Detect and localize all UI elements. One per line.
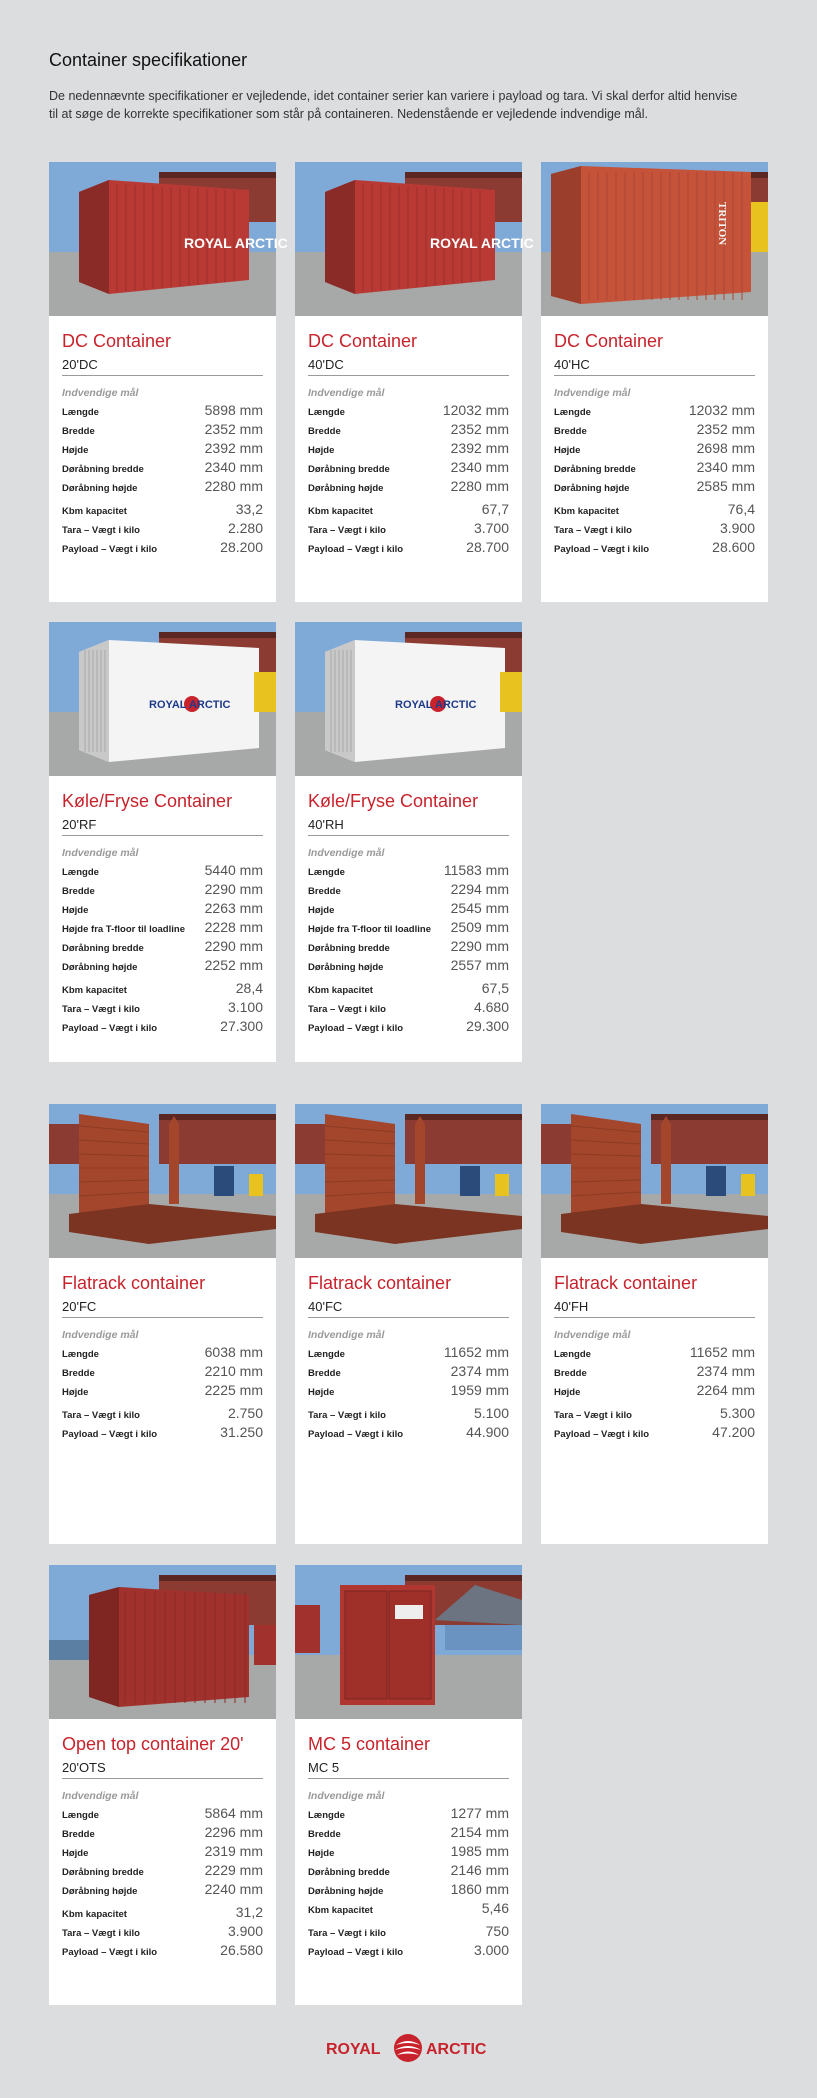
spec-row: [308, 957, 509, 976]
red-dry-container-photo: [49, 162, 288, 316]
section-label: Indvendige mål: [554, 387, 631, 399]
spec-label: Kbm kapacitet: [308, 985, 373, 996]
spec-label: Højde fra T-floor til loadline: [62, 924, 185, 935]
spec-value: 2294 mm: [450, 881, 509, 897]
spec-row: [62, 459, 263, 478]
spec-value: 2263 mm: [204, 900, 263, 916]
spec-value: 2374 mm: [450, 1363, 509, 1379]
spec-value: 1959 mm: [450, 1382, 509, 1398]
section-label: Indvendige mål: [308, 387, 385, 399]
spec-label: Payload – Vægt i kilo: [62, 1947, 158, 1958]
spec-value: 3.700: [473, 520, 509, 536]
spec-value: 2698 mm: [696, 440, 755, 456]
spec-label: Døråbning højde: [554, 483, 630, 494]
container-code: 40'RH: [308, 817, 509, 836]
container-card: [295, 162, 534, 602]
container-code: 40'DC: [308, 357, 509, 376]
spec-value: 2545 mm: [450, 900, 509, 916]
flatrack-container-photo: [541, 1104, 768, 1258]
intro-text: De nedennævnte specifikationer er vejledende, idet container serier kan variere i payload og tara. Vi skal derfor altid henvise til at søge de korrekte specifikationer som står på containeren. Nedenstående er vejledende indvendige mål.: [49, 89, 738, 121]
open-top-container-photo: [49, 1565, 276, 1719]
spec-label: Tara – Vægt i kilo: [308, 1928, 386, 1939]
spec-value: 47.200: [712, 1424, 755, 1440]
spec-label: Døråbning bredde: [308, 464, 390, 475]
spec-label: Længde: [308, 1349, 345, 1360]
spec-value: 2352 mm: [450, 421, 509, 437]
spec-label: Længde: [308, 1810, 345, 1821]
spec-label: Højde: [308, 905, 335, 916]
red-dry-container-photo: [295, 162, 534, 316]
spec-value: 2352 mm: [696, 421, 755, 437]
spec-row: [554, 459, 755, 478]
spec-value: 3.900: [227, 1923, 263, 1939]
spec-value: 28.200: [220, 539, 263, 555]
svg-text:ROYAL ARCTIC: ROYAL ARCTIC: [184, 235, 288, 251]
card-body: [49, 316, 276, 558]
spec-label: Payload – Vægt i kilo: [308, 1947, 404, 1958]
container-card: [541, 1104, 768, 1544]
spec-value: 2352 mm: [204, 421, 263, 437]
spec-row: [62, 999, 263, 1018]
container-code: 20'FC: [62, 1299, 263, 1318]
card-body: [541, 1258, 768, 1443]
spec-label: Højde fra T-floor til loadline: [308, 924, 431, 935]
spec-row: [554, 1424, 755, 1443]
svg-text:ROYAL ARCTIC: ROYAL ARCTIC: [395, 699, 477, 711]
spec-row: [308, 520, 509, 539]
spec-value: 1985 mm: [450, 1843, 509, 1859]
spec-label: Tara – Vægt i kilo: [308, 1004, 386, 1015]
container-name: MC 5 container: [308, 1734, 431, 1754]
spec-row: [554, 402, 755, 421]
container-card: [295, 622, 522, 1062]
spec-label: Bredde: [554, 426, 587, 437]
spec-row: [62, 539, 263, 558]
spec-row: [62, 862, 263, 881]
container-code: 40'FC: [308, 1299, 509, 1318]
spec-row: [554, 1382, 755, 1401]
section-label: Indvendige mål: [62, 1790, 139, 1802]
container-name: Køle/Fryse Container: [62, 791, 233, 811]
spec-value: 44.900: [466, 1424, 509, 1440]
spec-row: [62, 881, 263, 900]
spec-value: 29.300: [466, 1018, 509, 1034]
orange-high-cube-container-photo: [541, 162, 768, 316]
spec-row: [308, 1405, 509, 1424]
spec-value: 5864 mm: [204, 1805, 263, 1821]
spec-row: [308, 862, 509, 881]
spec-row: [308, 501, 509, 520]
spec-value: 2210 mm: [204, 1363, 263, 1379]
spec-label: Længde: [554, 1349, 591, 1360]
spec-row: [554, 440, 755, 459]
spec-label: Tara – Vægt i kilo: [554, 1410, 632, 1421]
spec-value: 2240 mm: [204, 1881, 263, 1897]
container-name: DC Container: [308, 331, 418, 351]
spec-value: 2340 mm: [696, 459, 755, 475]
spec-row: [308, 980, 509, 999]
spec-row: [554, 478, 755, 497]
spec-label: Døråbning bredde: [308, 943, 390, 954]
spec-label: Payload – Vægt i kilo: [554, 1429, 650, 1440]
mc5-container-photo: [295, 1565, 522, 1719]
spec-row: [62, 440, 263, 459]
spec-label: Længde: [62, 407, 99, 418]
spec-label: Døråbning højde: [308, 1886, 384, 1897]
spec-row: [62, 938, 263, 957]
spec-row: [308, 1942, 509, 1961]
spec-value: 2392 mm: [204, 440, 263, 456]
spec-value: 2557 mm: [450, 957, 509, 973]
card-body: [295, 316, 522, 558]
svg-text:TRITON: TRITON: [716, 202, 728, 246]
spec-value: 2225 mm: [204, 1382, 263, 1398]
spec-label: Tara – Vægt i kilo: [308, 1410, 386, 1421]
spec-row: [308, 1923, 509, 1942]
spec-value: 2228 mm: [204, 919, 263, 935]
spec-label: Højde: [62, 1387, 89, 1398]
spec-value: 2.750: [227, 1405, 263, 1421]
spec-row: [62, 1862, 263, 1881]
container-card: [49, 162, 288, 602]
spec-value: 2296 mm: [204, 1824, 263, 1840]
spec-value: 2.280: [227, 520, 263, 536]
spec-label: Tara – Vægt i kilo: [62, 1004, 140, 1015]
spec-label: Kbm kapacitet: [62, 1909, 127, 1920]
spec-value: 67,7: [481, 501, 509, 517]
flatrack-container-photo: [49, 1104, 276, 1258]
spec-label: Længde: [62, 1810, 99, 1821]
container-name: Flatrack container: [62, 1273, 206, 1293]
spec-label: Døråbning bredde: [554, 464, 636, 475]
card-body: [49, 1258, 276, 1443]
spec-label: Tara – Vægt i kilo: [308, 525, 386, 536]
svg-text:ROYAL ARCTIC: ROYAL ARCTIC: [430, 235, 534, 251]
spec-value: 31.250: [220, 1424, 263, 1440]
spec-row: [308, 1843, 509, 1862]
spec-value: 5.100: [473, 1405, 509, 1421]
spec-row: [554, 1344, 755, 1363]
section-label: Indvendige mål: [554, 1329, 631, 1341]
spec-row: [62, 1344, 263, 1363]
spec-label: Døråbning højde: [308, 962, 384, 973]
container-card: [295, 1104, 522, 1544]
spec-value: 2264 mm: [696, 1382, 755, 1398]
spec-label: Døråbning bredde: [62, 1867, 144, 1878]
spec-row: [308, 900, 509, 919]
spec-row: [308, 1862, 509, 1881]
spec-label: Bredde: [62, 1368, 95, 1379]
spec-value: 11583 mm: [443, 862, 509, 878]
spec-value: 4.680: [473, 999, 509, 1015]
spec-label: Bredde: [308, 1368, 341, 1379]
spec-row: [308, 1344, 509, 1363]
container-card: [541, 162, 768, 602]
spec-value: 33,2: [235, 501, 263, 517]
spec-label: Højde: [554, 445, 581, 456]
spec-row: [308, 938, 509, 957]
spec-row: [62, 957, 263, 976]
svg-text:ROYAL ARCTIC: ROYAL ARCTIC: [149, 699, 231, 711]
spec-value: 3.100: [227, 999, 263, 1015]
container-card: [49, 622, 276, 1062]
spec-label: Tara – Vægt i kilo: [554, 525, 632, 536]
container-code: 40'HC: [554, 357, 755, 376]
section-label: Indvendige mål: [308, 1329, 385, 1341]
spec-value: 2509 mm: [450, 919, 509, 935]
section-label: Indvendige mål: [62, 1329, 139, 1341]
spec-value: 5440 mm: [204, 862, 263, 878]
spec-value: 26.580: [220, 1942, 263, 1958]
spec-value: 2252 mm: [204, 957, 263, 973]
spec-label: Døråbning højde: [308, 483, 384, 494]
container-name: Flatrack container: [554, 1273, 698, 1293]
spec-label: Tara – Vægt i kilo: [62, 1410, 140, 1421]
spec-row: [554, 1405, 755, 1424]
spec-label: Kbm kapacitet: [308, 506, 373, 517]
spec-value: 76,4: [727, 501, 755, 517]
spec-value: 28,4: [235, 980, 263, 996]
spec-row: [62, 1904, 263, 1923]
spec-value: 31,2: [235, 1904, 263, 1920]
spec-value: 11652 mm: [689, 1344, 755, 1360]
spec-row: [62, 1923, 263, 1942]
spec-label: Længde: [62, 867, 99, 878]
spec-value: 750: [485, 1923, 509, 1939]
royal-arctic-logo: [326, 2032, 491, 2064]
spec-row: [62, 1824, 263, 1843]
spec-label: Payload – Vægt i kilo: [62, 1023, 158, 1034]
container-code: 40'FH: [554, 1299, 755, 1318]
spec-label: Payload – Vægt i kilo: [308, 544, 404, 555]
spec-row: [308, 1363, 509, 1382]
spec-row: [62, 1018, 263, 1037]
container-name: Køle/Fryse Container: [308, 791, 479, 811]
spec-row: [62, 1382, 263, 1401]
card-body: [49, 776, 276, 1037]
card-body: [541, 316, 768, 558]
logo-emblem-icon: [394, 2034, 422, 2062]
spec-value: 2290 mm: [204, 938, 263, 954]
spec-row: [62, 1805, 263, 1824]
spec-value: 1860 mm: [450, 1881, 509, 1897]
container-name: Flatrack container: [308, 1273, 452, 1293]
spec-value: 2290 mm: [450, 938, 509, 954]
spec-value: 3.000: [473, 1942, 509, 1958]
spec-label: Højde: [62, 1848, 89, 1859]
spec-value: 5.300: [719, 1405, 755, 1421]
container-code: 20'DC: [62, 357, 263, 376]
spec-row: [62, 1881, 263, 1900]
spec-value: 11652 mm: [443, 1344, 509, 1360]
spec-row: [308, 440, 509, 459]
spec-row: [62, 980, 263, 999]
section-label: Indvendige mål: [62, 387, 139, 399]
spec-label: Payload – Vægt i kilo: [62, 1429, 158, 1440]
spec-row: [554, 539, 755, 558]
section-label: Indvendige mål: [308, 847, 385, 859]
spec-label: Højde: [308, 445, 335, 456]
spec-value: 2319 mm: [204, 1843, 263, 1859]
spec-label: Højde: [554, 1387, 581, 1398]
spec-value: 2146 mm: [450, 1862, 509, 1878]
spec-label: Bredde: [308, 426, 341, 437]
card-body: [295, 1258, 522, 1443]
spec-row: [62, 478, 263, 497]
spec-value: 3.900: [719, 520, 755, 536]
spec-value: 27.300: [220, 1018, 263, 1034]
container-name: DC Container: [554, 331, 664, 351]
spec-row: [62, 501, 263, 520]
spec-value: 1277 mm: [450, 1805, 509, 1821]
spec-label: Kbm kapacitet: [62, 985, 127, 996]
spec-label: Døråbning højde: [62, 962, 138, 973]
logo-text-left: ROYAL: [326, 2041, 381, 2058]
spec-label: Tara – Vægt i kilo: [62, 525, 140, 536]
container-card: [295, 1565, 522, 2005]
spec-value: 5898 mm: [204, 402, 263, 418]
container-card: [49, 1104, 276, 1544]
spec-value: 2280 mm: [450, 478, 509, 494]
spec-label: Døråbning bredde: [308, 1867, 390, 1878]
spec-label: Bredde: [554, 1368, 587, 1379]
spec-row: [308, 999, 509, 1018]
container-name: DC Container: [62, 331, 172, 351]
spec-row: [308, 1881, 509, 1900]
spec-row: [308, 421, 509, 440]
spec-row: [308, 1805, 509, 1824]
spec-row: [62, 1424, 263, 1443]
spec-label: Kbm kapacitet: [62, 506, 127, 517]
spec-row: [62, 1843, 263, 1862]
spec-label: Bredde: [308, 1829, 341, 1840]
spec-value: 67,5: [481, 980, 509, 996]
spec-row: [308, 1018, 509, 1037]
spec-label: Højde: [62, 445, 89, 456]
spec-value: 2290 mm: [204, 881, 263, 897]
spec-label: Døråbning bredde: [62, 943, 144, 954]
spec-value: 28.700: [466, 539, 509, 555]
spec-row: [308, 1900, 509, 1919]
spec-row: [308, 539, 509, 558]
container-card: [49, 1565, 276, 2005]
spec-label: Payload – Vægt i kilo: [308, 1023, 404, 1034]
spec-label: Højde: [308, 1387, 335, 1398]
spec-value: 5,46: [481, 1900, 509, 1916]
spec-value: 12032 mm: [442, 402, 509, 418]
spec-label: Døråbning bredde: [62, 464, 144, 475]
spec-row: [554, 520, 755, 539]
spec-row: [308, 1824, 509, 1843]
spec-label: Længde: [554, 407, 591, 418]
spec-row: [62, 1405, 263, 1424]
spec-row: [62, 1363, 263, 1382]
spec-row: [308, 459, 509, 478]
card-body: [295, 776, 522, 1037]
flatrack-container-photo: [295, 1104, 522, 1258]
spec-row: [308, 881, 509, 900]
spec-row: [62, 402, 263, 421]
spec-row: [62, 520, 263, 539]
spec-row: [554, 421, 755, 440]
spec-value: 2374 mm: [696, 1363, 755, 1379]
spec-row: [308, 478, 509, 497]
spec-label: Kbm kapacitet: [554, 506, 619, 517]
logo-text-right: ARCTIC: [426, 2041, 487, 2058]
spec-row: [62, 421, 263, 440]
spec-value: 2585 mm: [696, 478, 755, 494]
container-name: Open top container 20': [62, 1734, 244, 1754]
spec-label: Døråbning højde: [62, 483, 138, 494]
spec-label: Payload – Vægt i kilo: [554, 544, 650, 555]
spec-value: 2154 mm: [450, 1824, 509, 1840]
card-body: [295, 1719, 522, 1961]
page-header: [49, 50, 749, 123]
spec-label: Længde: [308, 407, 345, 418]
card-body: [49, 1719, 276, 1961]
spec-value: 2340 mm: [204, 459, 263, 475]
spec-row: [554, 501, 755, 520]
spec-label: Payload – Vægt i kilo: [62, 544, 158, 555]
spec-label: Længde: [62, 1349, 99, 1360]
spec-label: Højde: [62, 905, 89, 916]
spec-row: [308, 1424, 509, 1443]
section-label: Indvendige mål: [308, 1790, 385, 1802]
spec-row: [308, 919, 509, 938]
spec-value: 2340 mm: [450, 459, 509, 475]
spec-row: [308, 1382, 509, 1401]
white-reefer-container-photo: [49, 622, 276, 776]
spec-value: 6038 mm: [204, 1344, 263, 1360]
page-title: Container specifikationer: [49, 50, 248, 70]
spec-label: Højde: [308, 1848, 335, 1859]
spec-value: 28.600: [712, 539, 755, 555]
spec-label: Bredde: [62, 886, 95, 897]
spec-value: 2229 mm: [204, 1862, 263, 1878]
section-label: Indvendige mål: [62, 847, 139, 859]
spec-value: 2392 mm: [450, 440, 509, 456]
spec-value: 2280 mm: [204, 478, 263, 494]
container-code: 20'OTS: [62, 1760, 263, 1779]
spec-row: [62, 919, 263, 938]
spec-label: Bredde: [62, 1829, 95, 1840]
spec-label: Bredde: [308, 886, 341, 897]
container-code: 20'RF: [62, 817, 263, 836]
spec-row: [62, 1942, 263, 1961]
spec-label: Kbm kapacitet: [308, 1905, 373, 1916]
spec-row: [308, 402, 509, 421]
white-reefer-container-photo: [295, 622, 522, 776]
spec-row: [554, 1363, 755, 1382]
container-code: MC 5: [308, 1760, 509, 1779]
spec-value: 12032 mm: [688, 402, 755, 418]
spec-label: Længde: [308, 867, 345, 878]
spec-label: Payload – Vægt i kilo: [308, 1429, 404, 1440]
spec-row: [62, 900, 263, 919]
spec-label: Døråbning højde: [62, 1886, 138, 1897]
spec-label: Tara – Vægt i kilo: [62, 1928, 140, 1939]
spec-label: Bredde: [62, 426, 95, 437]
